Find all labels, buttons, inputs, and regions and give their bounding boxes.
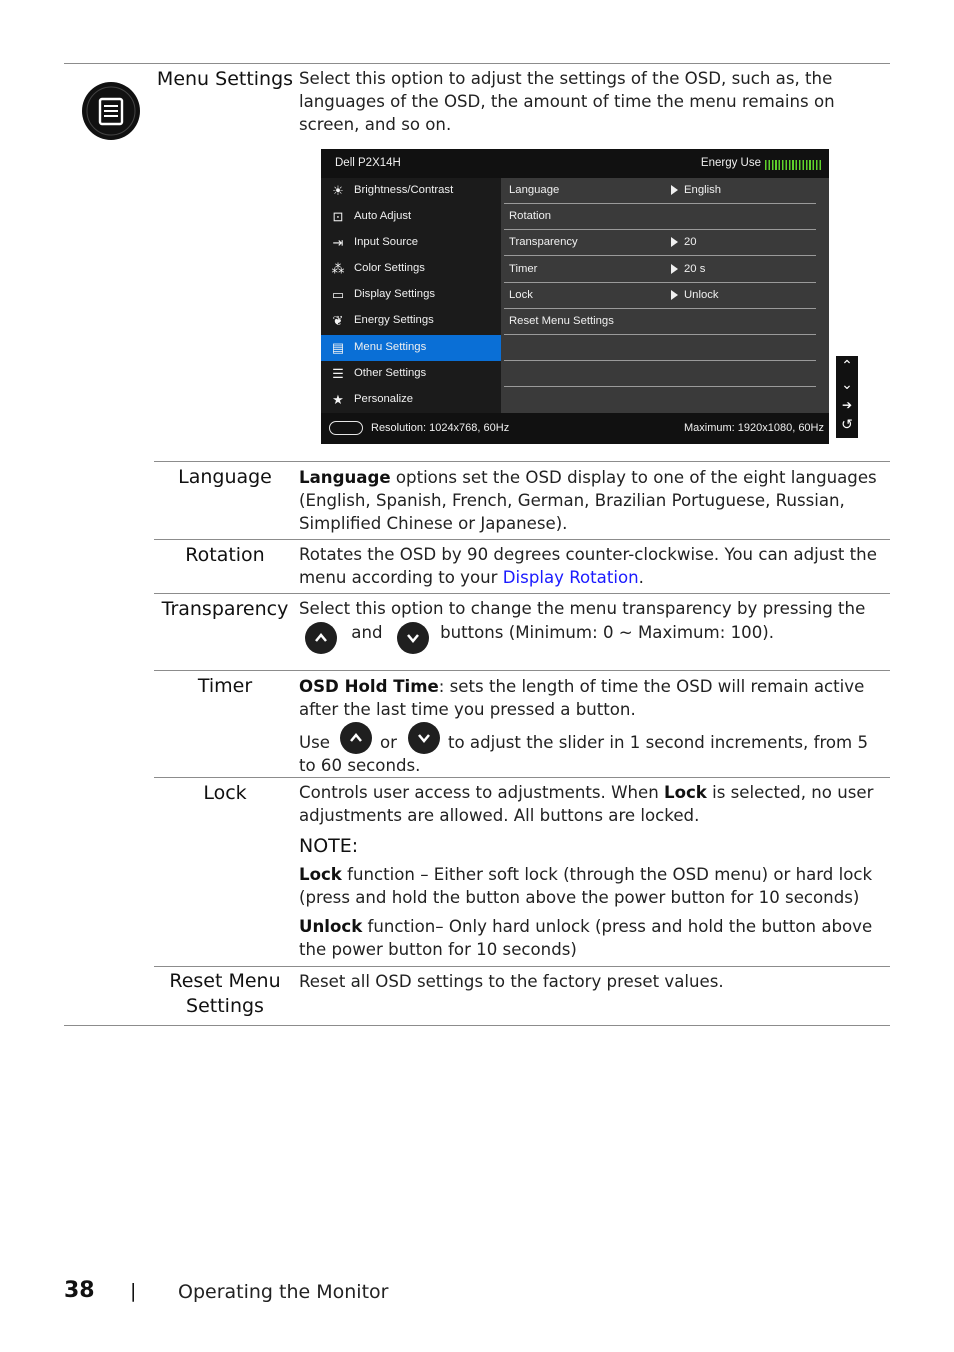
lock-text-b: is selected, no user adjustments are allowed. All buttons are locked. bbox=[299, 783, 874, 825]
energy-meter bbox=[765, 160, 823, 170]
connector-icon bbox=[329, 421, 363, 435]
osd-row-timer[interactable] bbox=[504, 257, 816, 283]
osd-row-label: Language bbox=[509, 184, 560, 196]
rule-reset bbox=[154, 966, 890, 967]
osd-row-empty bbox=[504, 361, 816, 387]
lock-label: Lock bbox=[203, 782, 247, 804]
note1-text: function – Either soft lock (through the OSD menu) or hard lock (press and hold the button above the power button for 10 seconds) bbox=[299, 865, 873, 907]
transparency-description bbox=[299, 597, 889, 653]
menu-settings-icon: ▤ bbox=[331, 340, 345, 355]
osd-submenu bbox=[501, 178, 829, 413]
display-rotation-link[interactable]: Display Rotation bbox=[502, 568, 639, 587]
osd-item-display-settings[interactable] bbox=[321, 282, 501, 308]
rule-lock bbox=[154, 777, 890, 778]
bottom-rule bbox=[64, 1025, 890, 1026]
page-number: 38 bbox=[64, 1278, 95, 1303]
arrow-right-icon bbox=[671, 264, 678, 274]
osd-resolution: Resolution: 1024x768, 60Hz bbox=[371, 422, 510, 434]
osd-item-label: Display Settings bbox=[354, 288, 435, 300]
osd-row-transparency[interactable] bbox=[504, 230, 816, 256]
osd-row-label: Transparency bbox=[509, 236, 578, 248]
arrow-right-icon bbox=[671, 290, 678, 300]
osd-item-label: Energy Settings bbox=[354, 314, 434, 326]
osd-item-label: Auto Adjust bbox=[354, 210, 412, 222]
osd-model: Dell P2X14H bbox=[335, 157, 401, 169]
osd-side-buttons bbox=[836, 356, 858, 438]
transparency-and: and bbox=[351, 623, 383, 642]
energy-settings-icon: ❦ bbox=[332, 313, 344, 328]
osd-row-label: Timer bbox=[509, 263, 538, 275]
osd-item-label: Other Settings bbox=[354, 367, 427, 379]
timer-text: : sets the length of time the OSD will remain active after the last time you pressed a button. bbox=[299, 677, 865, 719]
osd-footer bbox=[321, 413, 829, 444]
reset-description: Reset all OSD settings to the factory preset values. bbox=[299, 972, 724, 991]
osd-item-auto-adjust[interactable] bbox=[321, 204, 501, 230]
osd-item-brightness[interactable] bbox=[321, 178, 501, 204]
note2-text: function– Only hard unlock (press and hold the button above the power button for 10 seconds) bbox=[299, 917, 873, 959]
osd-header bbox=[321, 149, 829, 178]
rotation-description bbox=[299, 543, 889, 589]
osd-row-label: Lock bbox=[509, 289, 533, 301]
rotation-label: Rotation bbox=[185, 544, 265, 566]
osd-row-value: 20 bbox=[684, 236, 697, 248]
osd-row-value: Unlock bbox=[684, 289, 719, 301]
other-settings-icon: ☰ bbox=[332, 366, 344, 381]
language-bold: Language bbox=[299, 468, 391, 487]
rule-rotation bbox=[154, 539, 890, 540]
osd-menu bbox=[321, 149, 829, 444]
osd-item-label: Personalize bbox=[354, 393, 414, 405]
osd-row-language[interactable] bbox=[504, 178, 816, 204]
rule-timer bbox=[154, 670, 890, 671]
footer-separator: | bbox=[130, 1280, 137, 1302]
osd-item-other-settings[interactable] bbox=[321, 361, 501, 387]
back-icon[interactable]: ↺ bbox=[841, 417, 853, 433]
reset-label: Reset Menu Settings bbox=[169, 970, 281, 1017]
input-source-icon: ⇥ bbox=[332, 235, 344, 250]
osd-main-menu bbox=[321, 178, 501, 413]
rule-transparency bbox=[154, 593, 890, 594]
osd-row-rotation[interactable] bbox=[504, 204, 816, 230]
osd-maximum: Maximum: 1920x1080, 60Hz bbox=[683, 422, 824, 434]
transparency-label: Transparency bbox=[161, 598, 289, 620]
brightness-icon: ☀ bbox=[332, 183, 344, 198]
down-icon[interactable]: ⌄ bbox=[841, 377, 853, 393]
up-icon[interactable]: ⌃ bbox=[841, 358, 853, 374]
lock-bold: Lock bbox=[664, 783, 707, 802]
language-label: Language bbox=[178, 466, 272, 488]
language-description bbox=[299, 466, 889, 535]
osd-item-energy-settings[interactable] bbox=[321, 308, 501, 334]
osd-row-label: Rotation bbox=[509, 210, 552, 222]
section-title: Operating the Monitor bbox=[178, 1281, 389, 1303]
down-button-icon bbox=[397, 622, 429, 654]
transparency-text1: Select this option to change the menu transparency by pressing the bbox=[299, 599, 866, 618]
osd-item-label: Color Settings bbox=[354, 262, 425, 274]
osd-item-label: Menu Settings bbox=[354, 341, 427, 353]
rotation-after: . bbox=[638, 568, 644, 587]
arrow-right-icon bbox=[671, 237, 678, 247]
language-text: options set the OSD display to one of the eight languages (English, Spanish, French, German, Brazilian Portuguese, Russian, Simplified Chinese or Japanese). bbox=[299, 468, 877, 533]
timer-or: or bbox=[380, 733, 397, 752]
osd-row-value: 20 s bbox=[684, 263, 706, 275]
osd-energy-label: Energy Use bbox=[700, 157, 761, 169]
osd-item-menu-settings[interactable] bbox=[321, 335, 501, 361]
up-button-icon bbox=[305, 622, 337, 654]
note2-bold: Unlock bbox=[299, 917, 363, 936]
note-heading: NOTE: bbox=[299, 835, 359, 857]
osd-item-personalize[interactable] bbox=[321, 387, 501, 413]
note1-bold: Lock bbox=[299, 865, 342, 884]
menu-settings-description: Select this option to adjust the settings of the OSD, such as, the languages of the OSD, the amount of time the menu remains on screen, and so on. bbox=[299, 69, 835, 134]
transparency-text2: buttons (Minimum: 0 ~ Maximum: 100). bbox=[440, 623, 775, 642]
osd-item-input-source[interactable] bbox=[321, 230, 501, 256]
menu-settings-label: Menu Settings bbox=[156, 68, 294, 90]
menu-settings-icon bbox=[82, 82, 140, 140]
star-icon: ★ bbox=[332, 392, 344, 407]
arrow-right-icon bbox=[671, 185, 678, 195]
timer-bold: OSD Hold Time bbox=[299, 677, 439, 696]
osd-item-color-settings[interactable] bbox=[321, 256, 501, 282]
timer-description bbox=[299, 675, 889, 775]
lock-description bbox=[299, 781, 889, 961]
osd-row-empty bbox=[504, 335, 816, 361]
timer-label: Timer bbox=[197, 675, 253, 697]
display-settings-icon: ▭ bbox=[331, 287, 345, 302]
osd-item-label: Brightness/Contrast bbox=[354, 184, 454, 196]
rotation-text: Rotates the OSD by 90 degrees counter-clockwise. You can adjust the menu according to your bbox=[299, 545, 877, 587]
timer-text2: to adjust the slider in 1 second increments, from 5 to 60 seconds. bbox=[299, 733, 869, 775]
right-arrow-icon[interactable]: ➔ bbox=[841, 398, 853, 412]
osd-row-lock[interactable] bbox=[504, 283, 816, 309]
rule-language bbox=[154, 461, 890, 462]
osd-row-label: Reset Menu Settings bbox=[509, 315, 614, 327]
lock-text-a: Controls user access to adjustments. When bbox=[299, 783, 664, 802]
osd-row-value: English bbox=[684, 184, 722, 196]
color-settings-icon: ⁂ bbox=[331, 261, 345, 276]
auto-adjust-icon: ⊡ bbox=[332, 209, 344, 224]
timer-use: Use bbox=[299, 733, 330, 752]
top-rule bbox=[64, 63, 890, 64]
osd-item-label: Input Source bbox=[354, 236, 419, 248]
osd-row-reset[interactable] bbox=[504, 309, 816, 335]
